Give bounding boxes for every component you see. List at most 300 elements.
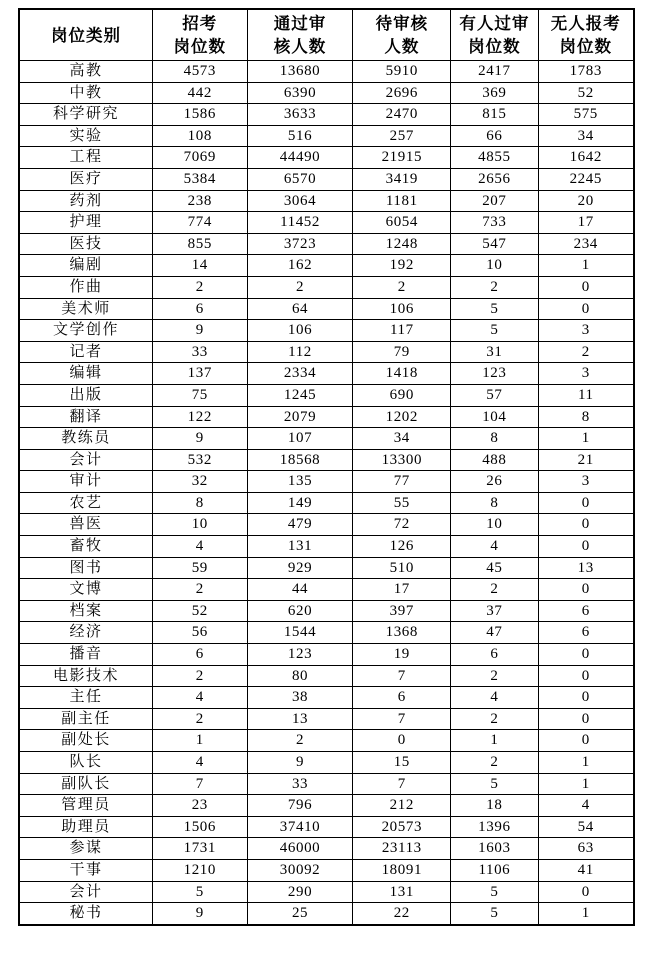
- value-cell: 1368: [353, 622, 451, 644]
- value-cell: 8: [451, 492, 538, 514]
- value-cell: 107: [247, 428, 353, 450]
- value-cell: 23: [152, 795, 247, 817]
- value-cell: 19: [353, 644, 451, 666]
- column-header-3: [247, 9, 353, 61]
- header-row: [19, 9, 634, 61]
- column-header-line: 核人数: [273, 37, 327, 56]
- value-cell: 1181: [353, 190, 451, 212]
- value-cell: 106: [247, 320, 353, 342]
- value-cell: 1642: [538, 147, 634, 169]
- value-cell: 23113: [353, 838, 451, 860]
- value-cell: 64: [247, 298, 353, 320]
- category-cell: 翻译: [19, 406, 152, 428]
- value-cell: 2: [247, 276, 353, 298]
- value-cell: 2: [152, 276, 247, 298]
- value-cell: 4: [538, 795, 634, 817]
- value-cell: 397: [353, 600, 451, 622]
- value-cell: 4573: [152, 61, 247, 83]
- value-cell: 1: [152, 730, 247, 752]
- value-cell: 2: [152, 708, 247, 730]
- value-cell: 6: [152, 644, 247, 666]
- value-cell: 510: [353, 557, 451, 579]
- value-cell: 6: [451, 644, 538, 666]
- value-cell: 21915: [353, 147, 451, 169]
- value-cell: 6390: [247, 82, 353, 104]
- value-cell: 620: [247, 600, 353, 622]
- category-cell: 干事: [19, 859, 152, 881]
- column-header-line: 招考: [182, 14, 218, 33]
- table-row: [19, 255, 634, 277]
- value-cell: 1544: [247, 622, 353, 644]
- value-cell: 26: [451, 471, 538, 493]
- category-cell: 编辑: [19, 363, 152, 385]
- value-cell: 4: [152, 687, 247, 709]
- value-cell: 18568: [247, 449, 353, 471]
- value-cell: 257: [353, 125, 451, 147]
- value-cell: 4855: [451, 147, 538, 169]
- value-cell: 6: [538, 600, 634, 622]
- category-cell: 护理: [19, 212, 152, 234]
- value-cell: 2: [451, 665, 538, 687]
- value-cell: 34: [353, 428, 451, 450]
- value-cell: 52: [152, 600, 247, 622]
- value-cell: 2470: [353, 104, 451, 126]
- value-cell: 108: [152, 125, 247, 147]
- value-cell: 131: [247, 536, 353, 558]
- value-cell: 21: [538, 449, 634, 471]
- value-cell: 2: [451, 276, 538, 298]
- category-cell: 作曲: [19, 276, 152, 298]
- value-cell: 5: [451, 773, 538, 795]
- category-cell: 实验: [19, 125, 152, 147]
- value-cell: 72: [353, 514, 451, 536]
- value-cell: 9: [247, 752, 353, 774]
- column-header-line: 岗位数: [468, 37, 521, 56]
- table-row: [19, 168, 634, 190]
- table-row: [19, 600, 634, 622]
- value-cell: 6: [538, 622, 634, 644]
- value-cell: 7: [353, 708, 451, 730]
- category-cell: 副主任: [19, 708, 152, 730]
- table-row: [19, 298, 634, 320]
- column-header-line: 无人报考: [550, 14, 621, 33]
- value-cell: 1: [538, 903, 634, 925]
- value-cell: 22: [353, 903, 451, 925]
- table-row: [19, 795, 634, 817]
- category-cell: 经济: [19, 622, 152, 644]
- category-cell: 审计: [19, 471, 152, 493]
- value-cell: 0: [538, 665, 634, 687]
- table-row: [19, 341, 634, 363]
- table-row: [19, 514, 634, 536]
- value-cell: 25: [247, 903, 353, 925]
- column-header-line: 通过审: [273, 14, 327, 33]
- column-header-6: [538, 9, 634, 61]
- value-cell: 1418: [353, 363, 451, 385]
- value-cell: 123: [247, 644, 353, 666]
- value-cell: 6054: [353, 212, 451, 234]
- category-cell: 美术师: [19, 298, 152, 320]
- value-cell: 31: [451, 341, 538, 363]
- category-cell: 记者: [19, 341, 152, 363]
- value-cell: 2: [451, 752, 538, 774]
- value-cell: 137: [152, 363, 247, 385]
- value-cell: 4: [451, 687, 538, 709]
- table-row: [19, 384, 634, 406]
- value-cell: 0: [538, 492, 634, 514]
- value-cell: 63: [538, 838, 634, 860]
- category-cell: 队长: [19, 752, 152, 774]
- column-header-5: [451, 9, 538, 61]
- value-cell: 0: [538, 687, 634, 709]
- column-header-2: [152, 9, 247, 61]
- value-cell: 0: [538, 579, 634, 601]
- value-cell: 59: [152, 557, 247, 579]
- category-cell: 主任: [19, 687, 152, 709]
- value-cell: 488: [451, 449, 538, 471]
- value-cell: 234: [538, 233, 634, 255]
- table-row: [19, 644, 634, 666]
- value-cell: 13: [538, 557, 634, 579]
- value-cell: 1586: [152, 104, 247, 126]
- table-row: [19, 557, 634, 579]
- value-cell: 7069: [152, 147, 247, 169]
- value-cell: 1245: [247, 384, 353, 406]
- value-cell: 1: [538, 752, 634, 774]
- value-cell: 2656: [451, 168, 538, 190]
- table-row: [19, 492, 634, 514]
- table-row: [19, 816, 634, 838]
- value-cell: 135: [247, 471, 353, 493]
- table-row: [19, 428, 634, 450]
- value-cell: 1783: [538, 61, 634, 83]
- value-cell: 13680: [247, 61, 353, 83]
- value-cell: 77: [353, 471, 451, 493]
- value-cell: 0: [538, 536, 634, 558]
- value-cell: 1603: [451, 838, 538, 860]
- value-cell: 0: [538, 514, 634, 536]
- table-row: [19, 147, 634, 169]
- value-cell: 56: [152, 622, 247, 644]
- column-header-line: 岗位数: [559, 37, 613, 56]
- category-cell: 参谋: [19, 838, 152, 860]
- table-row: [19, 881, 634, 903]
- category-cell: 文博: [19, 579, 152, 601]
- table-row: [19, 708, 634, 730]
- value-cell: 10: [451, 514, 538, 536]
- value-cell: 5: [451, 298, 538, 320]
- positions-statistics-table: [18, 8, 635, 926]
- value-cell: 4: [152, 752, 247, 774]
- value-cell: 112: [247, 341, 353, 363]
- value-cell: 20573: [353, 816, 451, 838]
- value-cell: 575: [538, 104, 634, 126]
- value-cell: 0: [538, 276, 634, 298]
- category-cell: 副处长: [19, 730, 152, 752]
- value-cell: 123: [451, 363, 538, 385]
- value-cell: 55: [353, 492, 451, 514]
- value-cell: 17: [353, 579, 451, 601]
- value-cell: 4: [451, 536, 538, 558]
- value-cell: 37410: [247, 816, 353, 838]
- value-cell: 3723: [247, 233, 353, 255]
- value-cell: 75: [152, 384, 247, 406]
- column-header-line: 岗位数: [173, 37, 227, 56]
- value-cell: 0: [353, 730, 451, 752]
- value-cell: 33: [152, 341, 247, 363]
- value-cell: 106: [353, 298, 451, 320]
- category-cell: 农艺: [19, 492, 152, 514]
- table-row: [19, 449, 634, 471]
- value-cell: 54: [538, 816, 634, 838]
- category-cell: 秘书: [19, 903, 152, 925]
- value-cell: 7: [353, 665, 451, 687]
- table-row: [19, 622, 634, 644]
- table-row: [19, 276, 634, 298]
- value-cell: 1: [451, 730, 538, 752]
- value-cell: 1: [538, 773, 634, 795]
- value-cell: 30092: [247, 859, 353, 881]
- category-cell: 中教: [19, 82, 152, 104]
- category-cell: 图书: [19, 557, 152, 579]
- value-cell: 44: [247, 579, 353, 601]
- value-cell: 10: [451, 255, 538, 277]
- value-cell: 2334: [247, 363, 353, 385]
- value-cell: 9: [152, 903, 247, 925]
- value-cell: 66: [451, 125, 538, 147]
- value-cell: 4: [152, 536, 247, 558]
- value-cell: 8: [538, 406, 634, 428]
- table-row: [19, 859, 634, 881]
- category-cell: 医技: [19, 233, 152, 255]
- value-cell: 207: [451, 190, 538, 212]
- value-cell: 2: [152, 665, 247, 687]
- value-cell: 11452: [247, 212, 353, 234]
- value-cell: 2: [451, 579, 538, 601]
- column-header-line: 待审核: [375, 14, 429, 33]
- value-cell: 5: [152, 881, 247, 903]
- value-cell: 8: [451, 428, 538, 450]
- value-cell: 45: [451, 557, 538, 579]
- value-cell: 3: [538, 363, 634, 385]
- value-cell: 7: [353, 773, 451, 795]
- table-row: [19, 903, 634, 925]
- table-row: [19, 471, 634, 493]
- value-cell: 15: [353, 752, 451, 774]
- table-row: [19, 406, 634, 428]
- table-row: [19, 665, 634, 687]
- value-cell: 57: [451, 384, 538, 406]
- value-cell: 290: [247, 881, 353, 903]
- value-cell: 149: [247, 492, 353, 514]
- value-cell: 2079: [247, 406, 353, 428]
- value-cell: 774: [152, 212, 247, 234]
- value-cell: 6: [353, 687, 451, 709]
- category-cell: 助理员: [19, 816, 152, 838]
- value-cell: 131: [353, 881, 451, 903]
- value-cell: 2: [538, 341, 634, 363]
- category-cell: 畜牧: [19, 536, 152, 558]
- category-cell: 编剧: [19, 255, 152, 277]
- column-header-line: 有人过审: [459, 14, 530, 33]
- value-cell: 117: [353, 320, 451, 342]
- value-cell: 0: [538, 881, 634, 903]
- value-cell: 52: [538, 82, 634, 104]
- value-cell: 13300: [353, 449, 451, 471]
- table-row: [19, 773, 634, 795]
- value-cell: 32: [152, 471, 247, 493]
- table-header: [19, 9, 634, 61]
- table-row: [19, 82, 634, 104]
- value-cell: 11: [538, 384, 634, 406]
- category-cell: 会计: [19, 881, 152, 903]
- value-cell: 162: [247, 255, 353, 277]
- value-cell: 733: [451, 212, 538, 234]
- table-row: [19, 363, 634, 385]
- value-cell: 0: [538, 298, 634, 320]
- category-cell: 播音: [19, 644, 152, 666]
- value-cell: 38: [247, 687, 353, 709]
- value-cell: 47: [451, 622, 538, 644]
- value-cell: 1731: [152, 838, 247, 860]
- value-cell: 80: [247, 665, 353, 687]
- table-row: [19, 752, 634, 774]
- value-cell: 192: [353, 255, 451, 277]
- value-cell: 479: [247, 514, 353, 536]
- table-row: [19, 687, 634, 709]
- value-cell: 5: [451, 903, 538, 925]
- category-cell: 教练员: [19, 428, 152, 450]
- value-cell: 20: [538, 190, 634, 212]
- category-cell: 科学研究: [19, 104, 152, 126]
- category-cell: 档案: [19, 600, 152, 622]
- table-row: [19, 536, 634, 558]
- value-cell: 212: [353, 795, 451, 817]
- value-cell: 18: [451, 795, 538, 817]
- value-cell: 2: [247, 730, 353, 752]
- value-cell: 104: [451, 406, 538, 428]
- value-cell: 13: [247, 708, 353, 730]
- value-cell: 2: [451, 708, 538, 730]
- value-cell: 3: [538, 320, 634, 342]
- value-cell: 1396: [451, 816, 538, 838]
- column-header-line: 岗位类别: [50, 25, 121, 45]
- table-row: [19, 233, 634, 255]
- value-cell: 1: [538, 428, 634, 450]
- value-cell: 5910: [353, 61, 451, 83]
- value-cell: 5384: [152, 168, 247, 190]
- value-cell: 690: [353, 384, 451, 406]
- table-row: [19, 212, 634, 234]
- value-cell: 6570: [247, 168, 353, 190]
- value-cell: 0: [538, 708, 634, 730]
- value-cell: 18091: [353, 859, 451, 881]
- value-cell: 369: [451, 82, 538, 104]
- value-cell: 3419: [353, 168, 451, 190]
- table-row: [19, 104, 634, 126]
- table-row: [19, 125, 634, 147]
- category-cell: 出版: [19, 384, 152, 406]
- value-cell: 2: [353, 276, 451, 298]
- value-cell: 14: [152, 255, 247, 277]
- value-cell: 122: [152, 406, 247, 428]
- value-cell: 6: [152, 298, 247, 320]
- value-cell: 0: [538, 644, 634, 666]
- value-cell: 5: [451, 320, 538, 342]
- value-cell: 0: [538, 730, 634, 752]
- table-row: [19, 320, 634, 342]
- value-cell: 1: [538, 255, 634, 277]
- value-cell: 815: [451, 104, 538, 126]
- category-cell: 兽医: [19, 514, 152, 536]
- value-cell: 855: [152, 233, 247, 255]
- table-row: [19, 61, 634, 83]
- value-cell: 516: [247, 125, 353, 147]
- value-cell: 547: [451, 233, 538, 255]
- table-row: [19, 579, 634, 601]
- category-cell: 工程: [19, 147, 152, 169]
- value-cell: 532: [152, 449, 247, 471]
- value-cell: 3633: [247, 104, 353, 126]
- value-cell: 238: [152, 190, 247, 212]
- category-cell: 会计: [19, 449, 152, 471]
- value-cell: 1106: [451, 859, 538, 881]
- category-cell: 高教: [19, 61, 152, 83]
- value-cell: 1248: [353, 233, 451, 255]
- category-cell: 药剂: [19, 190, 152, 212]
- value-cell: 10: [152, 514, 247, 536]
- table-row: [19, 730, 634, 752]
- value-cell: 33: [247, 773, 353, 795]
- category-cell: 副队长: [19, 773, 152, 795]
- value-cell: 9: [152, 320, 247, 342]
- category-cell: 文学创作: [19, 320, 152, 342]
- value-cell: 5: [451, 881, 538, 903]
- value-cell: 442: [152, 82, 247, 104]
- value-cell: 2696: [353, 82, 451, 104]
- value-cell: 34: [538, 125, 634, 147]
- value-cell: 1202: [353, 406, 451, 428]
- table-row: [19, 190, 634, 212]
- value-cell: 929: [247, 557, 353, 579]
- value-cell: 796: [247, 795, 353, 817]
- value-cell: 7: [152, 773, 247, 795]
- table-body: [19, 61, 634, 925]
- table-row: [19, 838, 634, 860]
- value-cell: 3064: [247, 190, 353, 212]
- column-header-1: [19, 9, 152, 61]
- column-header-line: 人数: [384, 37, 420, 56]
- value-cell: 1506: [152, 816, 247, 838]
- value-cell: 44490: [247, 147, 353, 169]
- value-cell: 17: [538, 212, 634, 234]
- column-header-4: [353, 9, 451, 61]
- category-cell: 管理员: [19, 795, 152, 817]
- value-cell: 9: [152, 428, 247, 450]
- value-cell: 37: [451, 600, 538, 622]
- value-cell: 2245: [538, 168, 634, 190]
- value-cell: 2: [152, 579, 247, 601]
- value-cell: 41: [538, 859, 634, 881]
- value-cell: 79: [353, 341, 451, 363]
- value-cell: 1210: [152, 859, 247, 881]
- value-cell: 3: [538, 471, 634, 493]
- category-cell: 医疗: [19, 168, 152, 190]
- value-cell: 8: [152, 492, 247, 514]
- value-cell: 2417: [451, 61, 538, 83]
- value-cell: 126: [353, 536, 451, 558]
- value-cell: 46000: [247, 838, 353, 860]
